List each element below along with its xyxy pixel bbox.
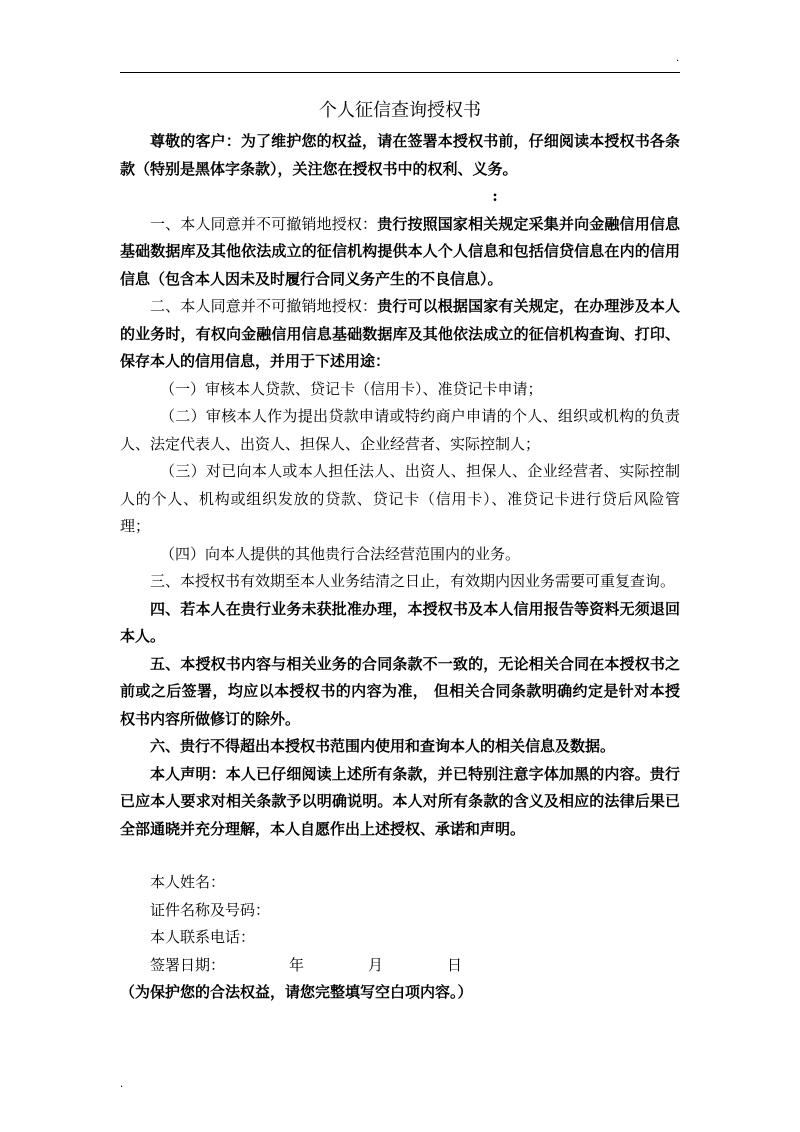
- phone-field[interactable]: 本人联系电话：: [150, 928, 256, 946]
- day-label: 日: [447, 955, 463, 974]
- name-field[interactable]: 本人姓名：: [150, 873, 226, 891]
- date-field[interactable]: [120, 952, 680, 980]
- clause-1: [120, 211, 680, 294]
- use-item: （一）审核本人贷款、贷记卡（信用卡）、准贷记卡申请；: [160, 379, 543, 398]
- clause-2-lead: 二、本人同意并不可撤销地授权：: [150, 297, 378, 315]
- clause-6: 六、贵行不得超出本授权书范围内使用和查询本人的相关信息及数据。: [150, 737, 616, 755]
- use-item: （三）对已向本人或本人担任法人、出资人、担保人、企业经营者、实际控制人的个人、机构或组织发放的贷款、贷记卡（信用卡）、准贷记卡进行贷后风险管理；: [120, 462, 680, 535]
- spacer: [120, 843, 680, 869]
- clause-5: 五、本授权书内容与相关业务的合同条款不一致的，无论相关合同在本授权书之前或之后签署，均应以本授权书的内容为准， 但相关合同条款明确约定是针对本授权书内容所做修订的除外。: [120, 654, 680, 728]
- use-item: （四）向本人提供的其他贵行合法经营范围内的业务。: [160, 544, 521, 563]
- year-label: 年: [289, 955, 305, 974]
- header-rule: [120, 72, 680, 73]
- clause-2: [120, 293, 680, 376]
- colon-mark: :: [492, 187, 498, 205]
- page-mark-top: ·: [676, 56, 680, 67]
- authorization-document: [120, 96, 680, 1007]
- clause-1-lead: 一、本人同意并不可撤销地授权：: [150, 214, 378, 233]
- intro-paragraph: 尊敬的客户：为了维护您的权益，请在签署本授权书前，仔细阅读本授权书各条款（特别是黑体字条款），关注您在授权书中的权利、义务。: [120, 132, 680, 178]
- page-mark-bottom: ·: [120, 1082, 124, 1093]
- document-title: 个人征信查询授权书: [319, 100, 481, 121]
- use-item: （二）审核本人作为提出贷款申请或特约商户申请的个人、组织或机构的负责人、法定代表人、出资人、担保人、企业经营者、实际控制人；: [120, 407, 680, 453]
- clause-4: 四、若本人在贵行业务未获批准办理，本授权书及本人信用报告等资料无须退回本人。: [120, 599, 680, 645]
- date-label: 签署日期：: [150, 955, 226, 974]
- id-field[interactable]: 证件名称及号码：: [150, 900, 271, 919]
- completion-note: （为保护您的合法权益，请您完整填写空白项内容。）: [120, 983, 473, 1001]
- month-label: 月: [368, 955, 384, 974]
- clause-1-body: 贵行按照国家相关规定采集并向金融信用信息基础数据库及其他依法成立的征信机构提供本人个人信息和包括信贷信息在内的信用信息（包含本人因未及时履行合同义务产生的不良信息）。: [120, 214, 680, 288]
- declaration: 本人声明：本人已仔细阅读上述所有条款，并已特别注意字体加黑的内容。贵行已应本人要求对相关条款予以明确说明。本人对所有条款的含义及相应的法律后果已全部通晓并充分理解，本人自愿作出上述授权、承诺和声明。: [120, 764, 680, 838]
- clause-2-body: 贵行可以根据国家有关规定，在办理涉及本人的业务时，有权向金融信用信息基础数据库及其他依法成立的征信机构查询、打印、保存本人的信用信息，并用于下述用途：: [120, 297, 680, 370]
- clause-3: 三、本授权书有效期至本人业务结清之日止，有效期内因业务需要可重复查询。: [150, 572, 676, 590]
